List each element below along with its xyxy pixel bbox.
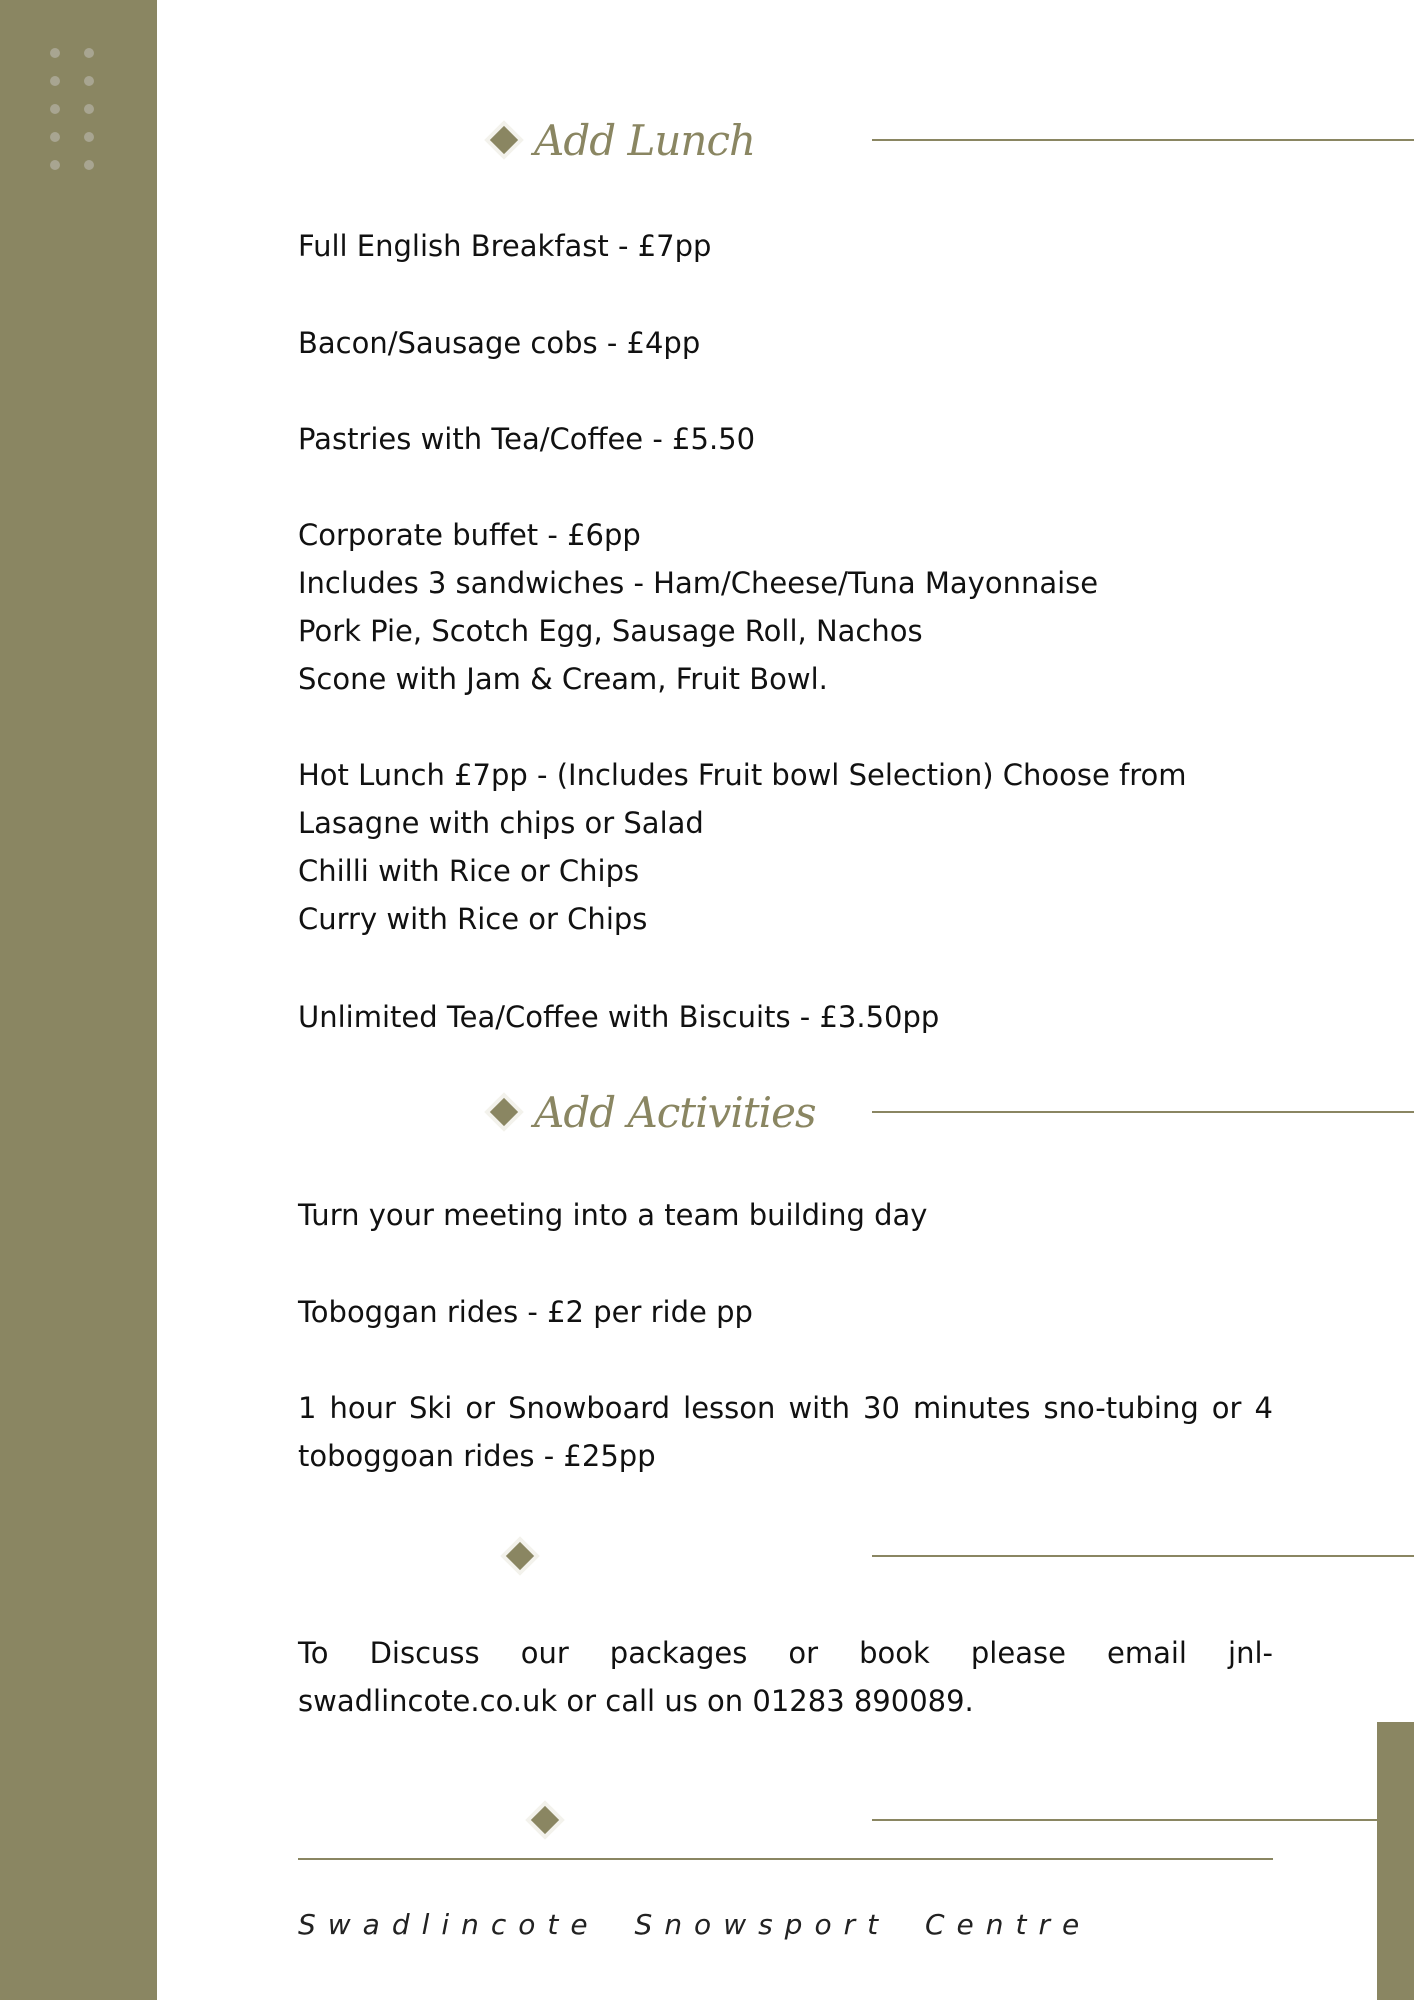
lunch-item: Bacon/Sausage cobs - £4pp	[298, 326, 701, 360]
dot	[84, 48, 94, 58]
lunch-item: Full English Breakfast - £7pp	[298, 229, 712, 263]
dot	[50, 48, 60, 58]
dot	[84, 132, 94, 142]
buffet-line: Corporate buffet - £6pp	[298, 518, 641, 552]
lunch-header-rule	[872, 139, 1414, 141]
drinks-item: Unlimited Tea/Coffee with Biscuits - £3.50pp	[298, 1000, 940, 1034]
diamond-icon	[531, 1806, 559, 1834]
lunch-item: Pastries with Tea/Coffee - £5.50	[298, 422, 756, 456]
buffet-line: Includes 3 sandwiches - Ham/Cheese/Tuna Mayonnaise	[298, 566, 1099, 600]
buffet-line: Scone with Jam & Cream, Fruit Bowl.	[298, 662, 828, 696]
toboggan-item: Toboggan rides - £2 per ride pp	[298, 1295, 753, 1329]
activities-header-rule	[872, 1111, 1414, 1113]
lunch-section-title: Add Lunch	[534, 115, 756, 165]
corner-accent-block	[1377, 1722, 1414, 2000]
sidebar-band	[0, 0, 157, 2000]
dot-pattern	[50, 48, 94, 170]
hot-lunch-line: Hot Lunch £7pp - (Includes Fruit bowl Selection) Choose from	[298, 758, 1187, 792]
hot-lunch-block	[298, 751, 1273, 943]
dot	[50, 76, 60, 86]
lunch-section-header	[494, 110, 755, 170]
activities-section-title: Add Activities	[534, 1087, 816, 1137]
contact-text: To Discuss our packages or book please email jnl-swadlincote.co.uk or call us on 01283 890089.	[298, 1636, 1273, 1718]
diamond-icon	[490, 126, 518, 154]
hot-lunch-line: Curry with Rice or Chips	[298, 902, 648, 936]
footer-title: Swadlincote Snowsport Centre	[298, 1908, 1092, 1941]
activities-section-header	[494, 1082, 816, 1142]
dot	[84, 104, 94, 114]
hot-lunch-line: Chilli with Rice or Chips	[298, 854, 640, 888]
footer-rule	[298, 1858, 1273, 1860]
buffet-line: Pork Pie, Scotch Egg, Sausage Roll, Nachos	[298, 614, 923, 648]
lesson-item: 1 hour Ski or Snowboard lesson with 30 minutes sno-tubing or 4 toboggoan rides - £25pp	[298, 1391, 1273, 1473]
dot	[50, 132, 60, 142]
diamond-icon	[506, 1542, 534, 1570]
dot	[50, 160, 60, 170]
hot-lunch-line: Lasagne with chips or Salad	[298, 806, 704, 840]
diamond-icon	[490, 1098, 518, 1126]
activities-intro: Turn your meeting into a team building day	[298, 1198, 928, 1232]
dot	[50, 104, 60, 114]
dot	[84, 160, 94, 170]
bottom-ornament	[535, 1790, 575, 1850]
divider-rule	[872, 1555, 1414, 1557]
buffet-block	[298, 511, 1273, 703]
bottom-rule	[872, 1819, 1377, 1821]
divider-ornament	[510, 1526, 550, 1586]
dot	[84, 76, 94, 86]
